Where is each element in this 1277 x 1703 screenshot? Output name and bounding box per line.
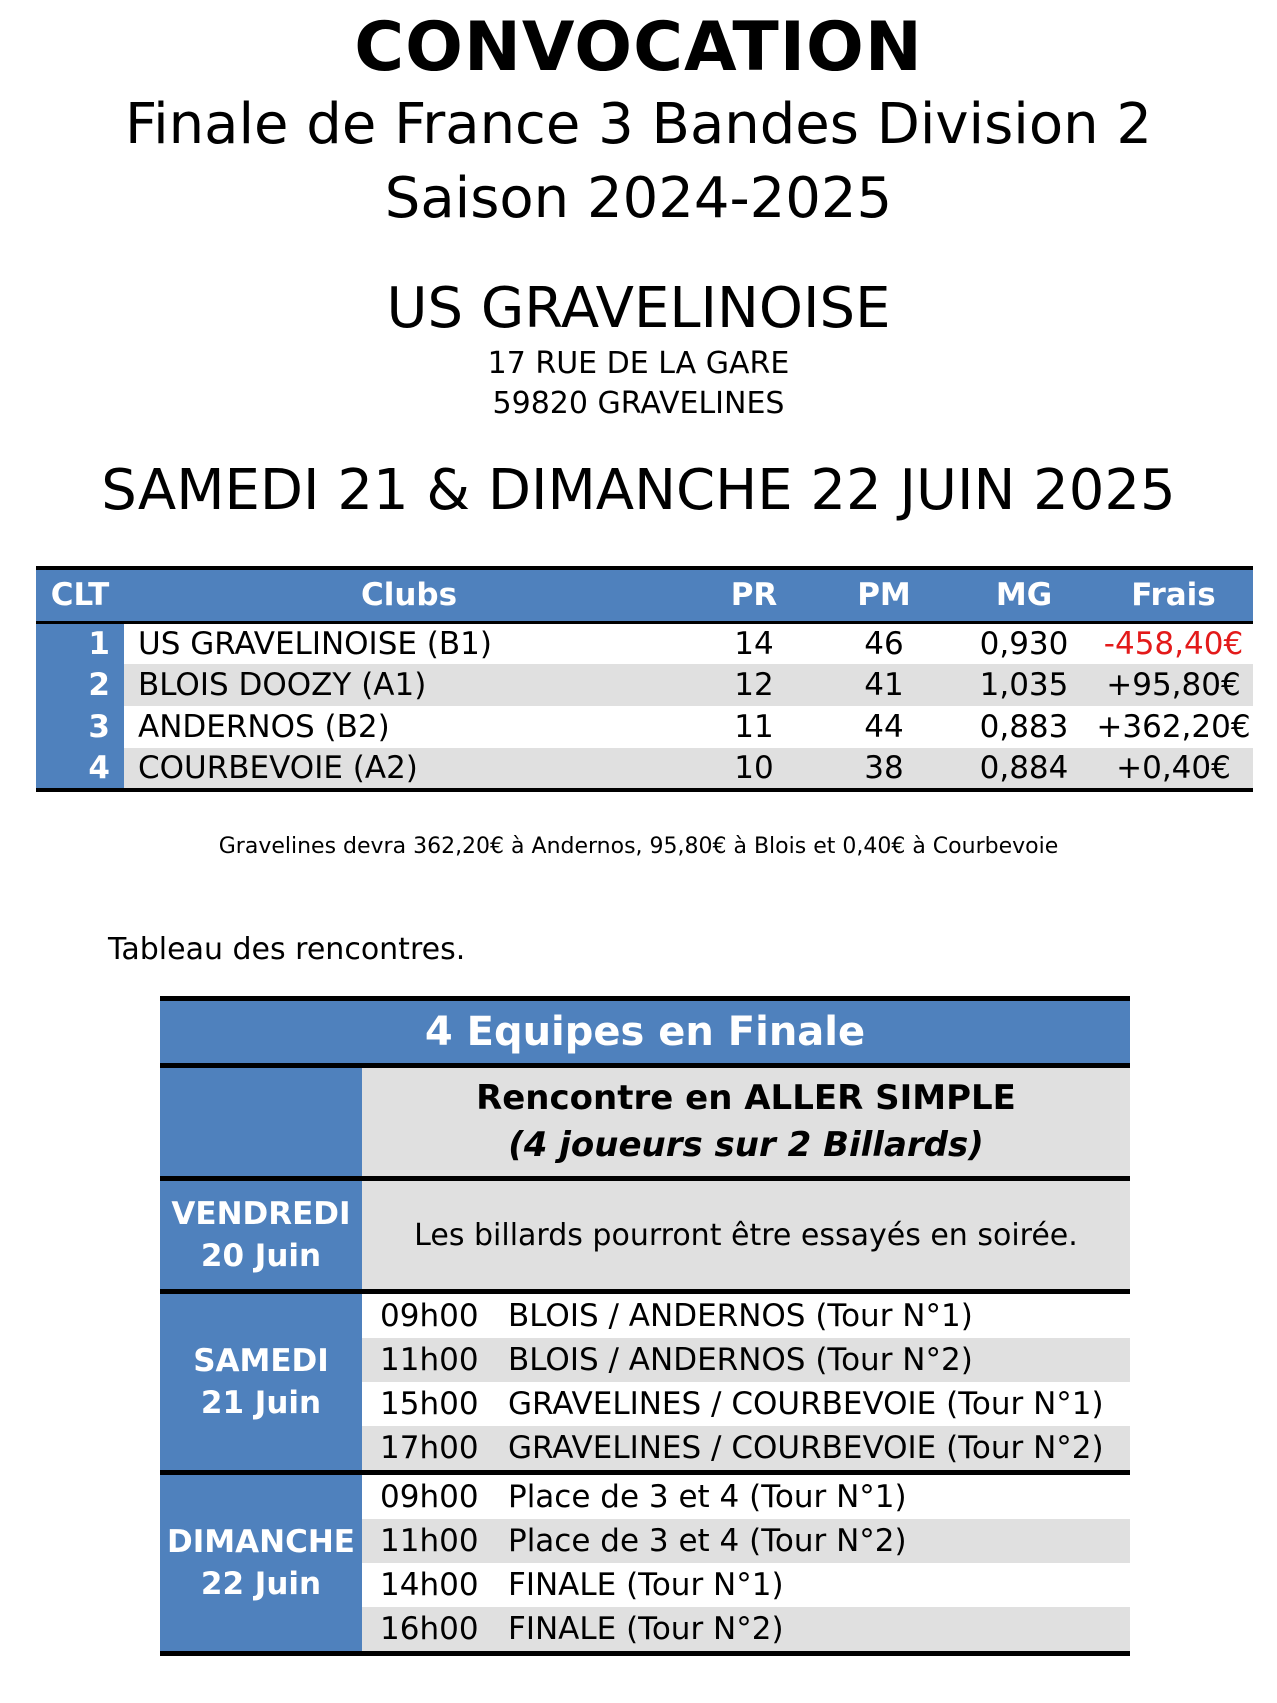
address-line-1: 17 RUE DE LA GARE <box>487 346 790 381</box>
saturday-day: SAMEDI <box>193 1343 329 1379</box>
table-row <box>36 664 1253 706</box>
slot-time: 17h00 <box>380 1430 479 1466</box>
pm-cell: 44 <box>864 709 904 745</box>
sunday-slots <box>362 1475 1130 1651</box>
ranking-table <box>36 566 1253 792</box>
pr-cell: 14 <box>694 622 814 664</box>
schedule-label: Tableau des rencontres. <box>108 932 466 967</box>
empty-day-cell <box>160 1068 362 1176</box>
address-line-2: 59820 GRAVELINES <box>492 386 785 421</box>
club-cell: BLOIS DOOZY (A1) <box>124 664 694 706</box>
divider <box>160 1651 1130 1656</box>
ranking-header-row <box>36 568 1253 622</box>
sunday-block <box>160 1475 1130 1651</box>
slot-match: Place de 3 et 4 (Tour N°2) <box>508 1523 907 1559</box>
slot-time: 09h00 <box>380 1298 479 1334</box>
table-row <box>36 706 1253 748</box>
slot-match: BLOIS / ANDERNOS (Tour N°1) <box>508 1298 973 1334</box>
rank-cell: 1 <box>36 622 124 664</box>
pm-cell: 41 <box>814 664 954 706</box>
list-item <box>362 1426 1130 1470</box>
friday-day: VENDREDI <box>171 1196 351 1232</box>
table-row <box>36 622 1253 664</box>
event-dates: SAMEDI 21 & DIMANCHE 22 JUIN 2025 <box>101 458 1176 523</box>
frais-cell: +95,80€ <box>1094 664 1253 706</box>
pm-cell: 46 <box>814 622 954 664</box>
pr-cell: 11 <box>734 709 774 745</box>
slot-match: GRAVELINES / COURBEVOIE (Tour N°2) <box>508 1430 1104 1466</box>
column-header-pr: PR <box>694 568 814 622</box>
format-row <box>160 1068 1130 1176</box>
sunday-day-cell <box>160 1475 362 1651</box>
rank-cell: 2 <box>36 664 124 706</box>
schedule-heading: 4 Equipes en Finale <box>160 1001 1130 1063</box>
saturday-day-cell <box>160 1294 362 1470</box>
column-header-mg: MG <box>954 568 1094 622</box>
list-item <box>362 1475 1130 1519</box>
format-line-1: Rencontre en ALLER SIMPLE <box>476 1078 1016 1118</box>
frais-cell: -458,40€ <box>1094 622 1253 664</box>
sunday-date: 22 Juin <box>200 1566 322 1602</box>
slot-match: Place de 3 et 4 (Tour N°1) <box>508 1479 907 1515</box>
list-item <box>362 1382 1130 1426</box>
club-cell: ANDERNOS (B2) <box>138 709 390 745</box>
mg-cell: 0,884 <box>954 748 1094 790</box>
list-item <box>362 1563 1130 1607</box>
column-header-pm: PM <box>814 568 954 622</box>
saturday-block <box>160 1294 1130 1470</box>
payment-note: Gravelines devra 362,20€ à Andernos, 95,80€ à Blois et 0,40€ à Courbevoie <box>218 834 1059 859</box>
slot-time: 16h00 <box>380 1611 479 1647</box>
host-club-name: US GRAVELINOISE <box>386 276 891 341</box>
rank-cell: 3 <box>36 706 124 748</box>
season-title: Saison 2024-2025 <box>384 166 893 231</box>
list-item <box>362 1338 1130 1382</box>
column-header-frais: Frais <box>1094 568 1253 622</box>
table-row <box>36 748 1253 790</box>
slot-time: 14h00 <box>380 1567 479 1603</box>
friday-text: Les billards pourront être essayés en soirée. <box>362 1181 1130 1289</box>
frais-cell: +0,40€ <box>1094 748 1253 790</box>
slot-time: 09h00 <box>380 1479 479 1515</box>
competition-title: Finale de France 3 Bandes Division 2 <box>124 92 1153 157</box>
slot-match: FINALE (Tour N°2) <box>508 1611 784 1647</box>
friday-date: 20 Juin <box>200 1238 322 1274</box>
slot-time: 15h00 <box>380 1386 479 1422</box>
slot-match: BLOIS / ANDERNOS (Tour N°2) <box>508 1342 973 1378</box>
page-title: CONVOCATION <box>354 8 923 87</box>
saturday-slots <box>362 1294 1130 1470</box>
sunday-day: DIMANCHE <box>167 1524 355 1560</box>
pm-cell: 38 <box>814 748 954 790</box>
pr-cell: 12 <box>694 664 814 706</box>
friday-row <box>160 1181 1130 1289</box>
club-cell: COURBEVOIE (A2) <box>124 748 694 790</box>
schedule-table <box>160 996 1130 1656</box>
format-line-2: (4 joueurs sur 2 Billards) <box>508 1125 984 1165</box>
slot-match: FINALE (Tour N°1) <box>508 1567 784 1603</box>
slot-time: 11h00 <box>380 1523 479 1559</box>
mg-cell: 0,930 <box>954 622 1094 664</box>
rank-cell: 4 <box>36 748 124 790</box>
column-header-clubs: Clubs <box>124 568 694 622</box>
frais-cell: +362,20€ <box>1096 709 1251 745</box>
club-cell: US GRAVELINOISE (B1) <box>124 622 694 664</box>
format-box <box>362 1068 1130 1176</box>
slot-time: 11h00 <box>380 1342 479 1378</box>
saturday-date: 21 Juin <box>200 1385 322 1421</box>
list-item <box>362 1519 1130 1563</box>
friday-day-cell <box>160 1181 362 1289</box>
mg-cell: 0,883 <box>979 709 1069 745</box>
pr-cell: 10 <box>694 748 814 790</box>
list-item <box>362 1607 1130 1651</box>
list-item <box>362 1294 1130 1338</box>
slot-match: GRAVELINES / COURBEVOIE (Tour N°1) <box>508 1386 1104 1422</box>
mg-cell: 1,035 <box>954 664 1094 706</box>
column-header-clt: CLT <box>36 568 124 622</box>
